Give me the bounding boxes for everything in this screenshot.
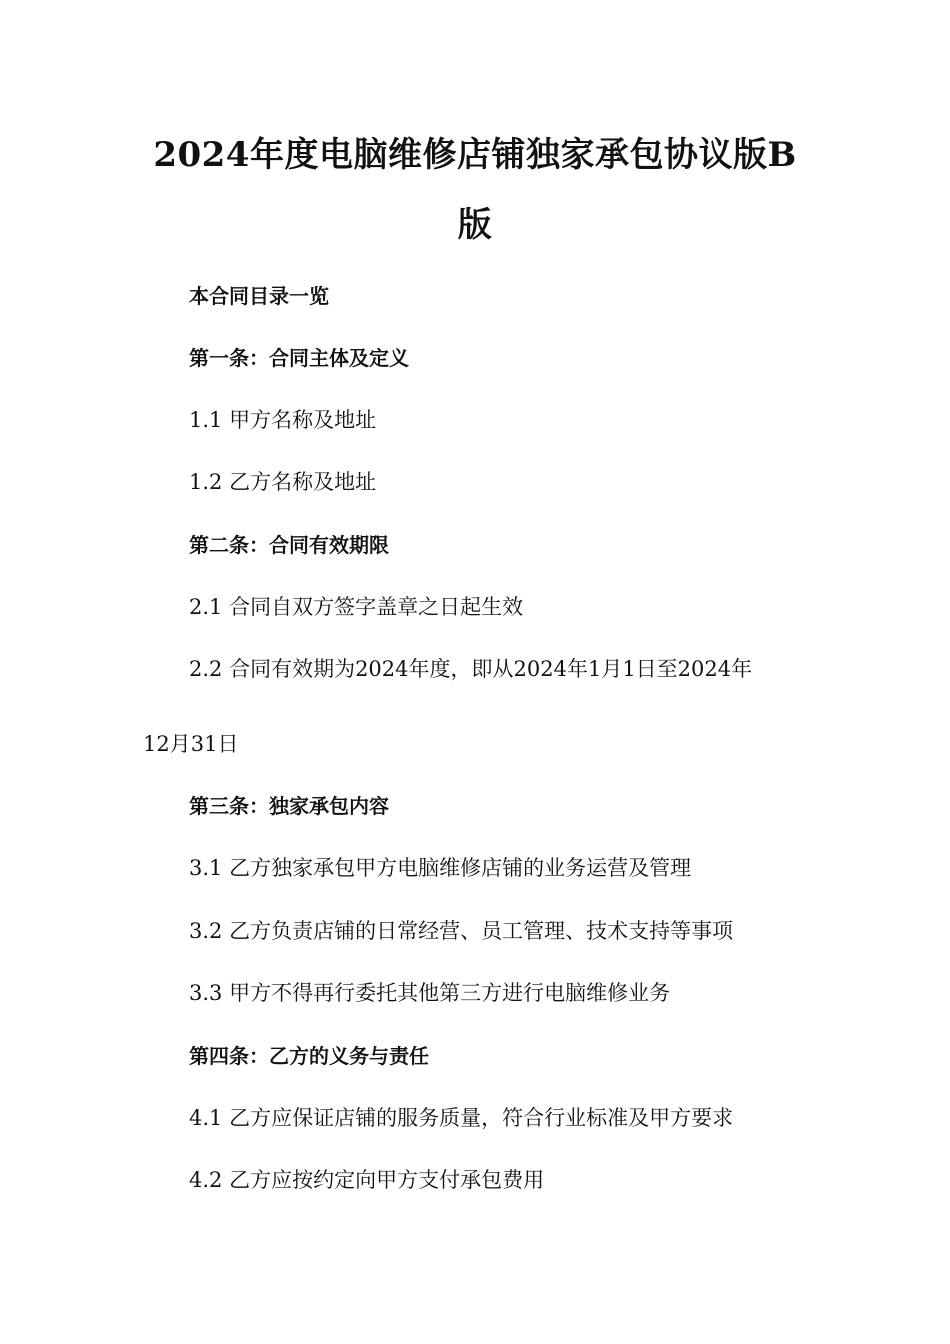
clause-2-1: 2.1 合同自双方签字盖章之日起生效 (189, 595, 524, 619)
clause-2-2: 2.2 合同有效期为2024年度，即从2024年1月1日至2024年 (189, 657, 753, 681)
clause-2-2-continuation: 12月31日 (143, 732, 239, 756)
article-4-heading: 第四条：乙方的义务与责任 (189, 1044, 429, 1068)
clause-4-1: 4.1 乙方应保证店铺的服务质量，符合行业标准及甲方要求 (189, 1106, 734, 1130)
clause-3-1: 3.1 乙方独家承包甲方电脑维修店铺的业务运营及管理 (189, 856, 692, 880)
article-2-heading: 第二条：合同有效期限 (189, 533, 389, 557)
toc-heading: 本合同目录一览 (189, 284, 329, 308)
clause-1-2: 1.2 乙方名称及地址 (189, 470, 377, 494)
article-3-heading: 第三条：独家承包内容 (189, 794, 389, 818)
clause-1-1: 1.1 甲方名称及地址 (189, 408, 377, 432)
document-title-line-2: 版 (457, 205, 493, 245)
clause-3-2: 3.2 乙方负责店铺的日常经营、员工管理、技术支持等事项 (189, 919, 734, 943)
article-1-heading: 第一条：合同主体及定义 (189, 346, 409, 370)
clause-3-3: 3.3 甲方不得再行委托其他第三方进行电脑维修业务 (189, 981, 671, 1005)
document-title-line-1: 2024年度电脑维修店铺独家承包协议版B (153, 135, 797, 175)
clause-4-2: 4.2 乙方应按约定向甲方支付承包费用 (189, 1168, 545, 1192)
